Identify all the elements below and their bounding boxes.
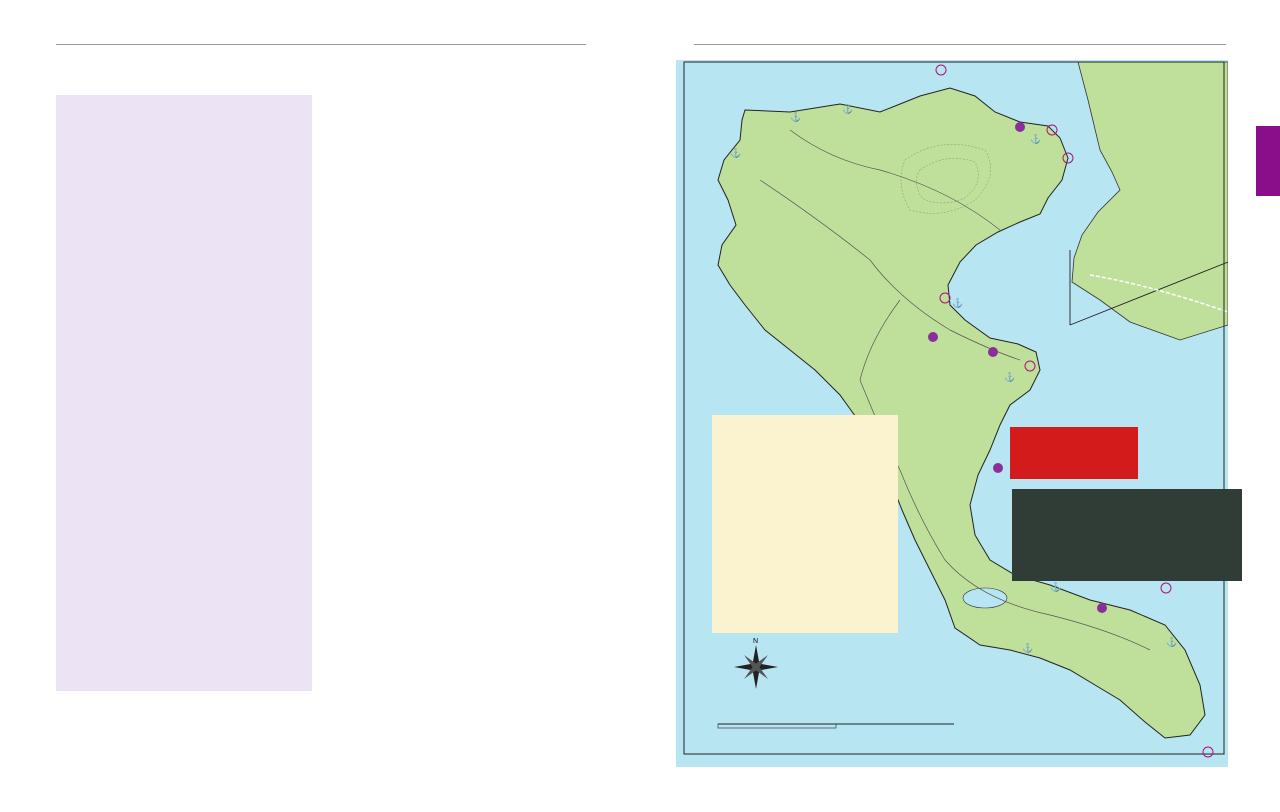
marina-icon: [1015, 122, 1025, 132]
anchor-icon: ⚓: [842, 104, 854, 114]
port-authority-box: [1010, 427, 1138, 479]
anchor-icon: ⚓: [1004, 372, 1016, 382]
corfu-chart-map: [676, 60, 1228, 767]
header-rule-left: [56, 44, 586, 45]
marina-icon: [993, 463, 1003, 473]
marina-icon: [988, 347, 998, 357]
waypoint-legend: [712, 415, 898, 633]
anchor-icon: ⚓: [730, 148, 742, 158]
article: [328, 100, 586, 109]
anchor-icon: ⚓: [1166, 637, 1178, 647]
anchor-icon: ⚓: [1030, 134, 1042, 144]
lagoon-korission: [963, 588, 1007, 608]
chapter-thumb-tab: [1256, 126, 1280, 196]
header-rule-right: [694, 44, 1226, 45]
anchor-icon: ⚓: [952, 298, 964, 308]
marina-icon: [1097, 603, 1107, 613]
anchor-icon: ⚓: [790, 112, 802, 122]
svk-radio-box: [1012, 489, 1242, 581]
marina-icon: [928, 332, 938, 342]
anchor-icon: ⚓: [1050, 582, 1062, 592]
anchor-icon: ⚓: [1022, 643, 1034, 653]
svg-text:N: N: [753, 638, 759, 645]
quick-reference-guide: [56, 95, 312, 691]
